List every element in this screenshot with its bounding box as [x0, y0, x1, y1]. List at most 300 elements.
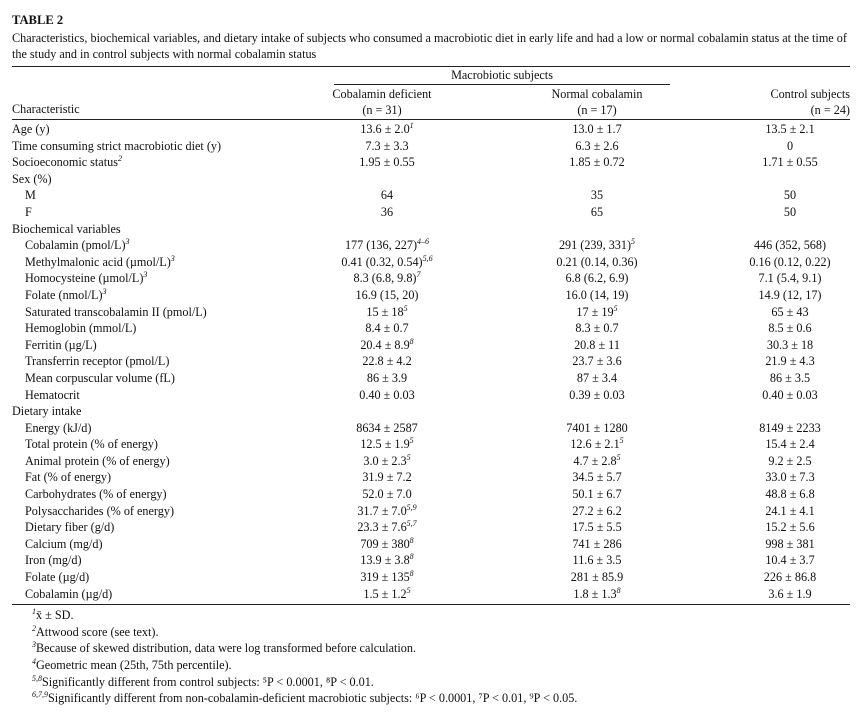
- row-label-text: Cobalamin (pmol/L): [25, 238, 126, 253]
- row-label-text: Methylmalonic acid (µmol/L): [25, 254, 171, 269]
- table-row: [12, 288, 850, 305]
- cell-text: 319 ± 135: [360, 570, 410, 585]
- row-label: [12, 155, 122, 170]
- footnote-number: 1: [32, 607, 36, 617]
- row-label-text: Animal protein (% of energy): [25, 453, 170, 468]
- cell-text: 27.2 ± 6.2: [572, 503, 622, 518]
- cell-text: 281 ± 85.9: [570, 570, 624, 585]
- footnote-mark: 7: [416, 270, 421, 280]
- cell-value-col1: [327, 271, 447, 286]
- cell-value-col2: [527, 205, 667, 220]
- cell-text: 65: [590, 204, 604, 219]
- table-label: TABLE 2: [12, 13, 64, 27]
- footnote-mark: 8: [409, 336, 414, 346]
- cell-text: 0.39 ± 0.03: [569, 387, 625, 402]
- column-header-deficient: Cobalamin deficient: [332, 87, 432, 101]
- cell-text: 50.1 ± 6.7: [572, 487, 622, 502]
- cell-text: 64: [380, 188, 394, 203]
- table-row: [12, 587, 850, 604]
- row-label-text: Folate (µg/d): [25, 570, 90, 585]
- characteristic-header: Characteristic: [12, 102, 80, 116]
- cell-text: 8149 ± 2233: [759, 420, 821, 435]
- cell-text: 291 (239, 331): [558, 238, 632, 253]
- cell-value-col3: [730, 388, 850, 403]
- cell-value-col2: [527, 421, 667, 436]
- cell-text: 13.6 ± 2.0: [360, 122, 410, 136]
- table-header: [12, 67, 850, 119]
- cell-text: 1.95 ± 0.55: [359, 155, 415, 170]
- column-n-control: (n = 24): [810, 103, 850, 117]
- cell-text: 15 ± 18: [366, 304, 404, 319]
- footnote-number: 5,8: [32, 673, 42, 683]
- cell-text: 86 ± 3.5: [769, 370, 811, 385]
- row-label-text: Carbohydrates (% of energy): [25, 487, 167, 502]
- column-header-normal: Normal cobalamin: [551, 87, 643, 101]
- cell-value-col2: [527, 504, 667, 519]
- cell-value-col1: [327, 437, 447, 452]
- cell-text: 7401 ± 1280: [566, 420, 628, 435]
- cell-text: 741 ± 286: [572, 536, 622, 551]
- group-rule: [334, 84, 670, 85]
- table-row: [12, 155, 850, 172]
- table-row: [12, 388, 850, 405]
- table-row: [12, 553, 850, 570]
- cell-value-col3: [730, 553, 850, 568]
- cell-value-col1: [327, 504, 447, 519]
- cell-value-col3: [730, 504, 850, 519]
- column-n-deficient: (n = 31): [362, 103, 402, 117]
- cell-text: 11.6 ± 3.5: [572, 553, 622, 568]
- cell-value-col3: [730, 205, 850, 220]
- cell-text: 0: [786, 138, 794, 153]
- cell-text: 0.16 (0.12, 0.22): [749, 254, 831, 269]
- cell-text: 16.0 (14, 19): [565, 287, 629, 302]
- cell-value-col3: [730, 487, 850, 502]
- footnote-mark: 5: [619, 436, 624, 446]
- cell-text: 15.4 ± 2.4: [765, 437, 815, 452]
- cell-value-col1: [327, 288, 447, 303]
- cell-text: 8634 ± 2587: [356, 420, 418, 435]
- cell-text: 48.8 ± 6.8: [765, 487, 815, 502]
- cell-text: 8.3 ± 0.7: [575, 321, 619, 336]
- cell-value-col3: [730, 139, 850, 154]
- cell-value-col2: [527, 454, 667, 469]
- footnote-mark: 3: [125, 237, 130, 247]
- row-label-text: Saturated transcobalamin II (pmol/L): [25, 304, 207, 319]
- cell-text: 1.85 ± 0.72: [569, 155, 625, 170]
- row-label: [25, 454, 170, 469]
- cell-text: 12.6 ± 2.1: [570, 437, 620, 452]
- footnote-mark: 5: [631, 237, 636, 247]
- footnote-mark: 5: [409, 436, 414, 446]
- footnote-text: Because of skewed distribution, data were log transformed before calculation.: [36, 641, 417, 656]
- footnote-text: Significantly different from control subjects: ⁵P < 0.0001, ⁸P < 0.01.: [42, 674, 374, 689]
- footnote: [32, 607, 850, 624]
- cell-text: 50: [783, 204, 797, 219]
- footnote-text: x̄ ± SD.: [36, 608, 74, 623]
- cell-text: 1.5 ± 1.2: [363, 586, 407, 601]
- table-row: [12, 437, 850, 454]
- footnote-mark: 5: [616, 452, 621, 462]
- footnote-mark: 8: [409, 569, 414, 579]
- row-label-text: Hemoglobin (mmol/L): [25, 321, 137, 336]
- cell-value-col1: [327, 388, 447, 403]
- cell-text: 1.71 ± 0.55: [762, 155, 818, 170]
- footnote-mark: 8: [409, 552, 414, 562]
- cell-text: 998 ± 381: [765, 536, 815, 551]
- cell-value-col3: [730, 321, 850, 336]
- row-label-text: Calcium (mg/d): [25, 536, 103, 551]
- footnote-mark: 1: [409, 121, 414, 130]
- cell-value-col2: [527, 155, 667, 170]
- cell-value-col1: [327, 553, 447, 568]
- row-label: [25, 388, 80, 403]
- cell-value-col3: [730, 354, 850, 369]
- cell-text: 20.8 ± 11: [574, 337, 620, 352]
- cell-value-col1: [327, 570, 447, 585]
- row-label: [25, 238, 130, 253]
- cell-text: 8.5 ± 0.6: [768, 321, 812, 336]
- row-label: [12, 139, 221, 154]
- cell-text: 8.3 (6.8, 9.8): [353, 271, 417, 286]
- footnote: [32, 690, 850, 707]
- cell-value-col3: [730, 520, 850, 535]
- row-label-text: Folate (nmol/L): [25, 287, 103, 302]
- row-label: [25, 321, 136, 336]
- cell-text: 226 ± 86.8: [763, 570, 817, 585]
- cell-value-col2: [527, 537, 667, 552]
- cell-value-col3: [730, 537, 850, 552]
- cell-text: 0.41 (0.32, 0.54): [341, 254, 423, 269]
- row-label: [12, 222, 121, 237]
- cell-text: 52.0 ± 7.0: [362, 487, 412, 502]
- cell-text: 7.3 ± 3.3: [365, 138, 409, 153]
- cell-text: 34.5 ± 5.7: [572, 470, 622, 485]
- cell-text: 12.5 ± 1.9: [360, 437, 410, 452]
- footnote-mark: 5: [613, 303, 618, 313]
- table-row: [12, 470, 850, 487]
- cell-text: 0.40 ± 0.03: [359, 387, 415, 402]
- cell-text: 87 ± 3.4: [576, 370, 618, 385]
- cell-value-col3: [730, 255, 850, 270]
- cell-text: 31.9 ± 7.2: [362, 470, 412, 485]
- cell-text: 15.2 ± 5.6: [765, 520, 815, 535]
- cell-value-col3: [730, 421, 850, 436]
- cell-text: 6.3 ± 2.6: [575, 138, 619, 153]
- table-row: [12, 222, 850, 239]
- footnote-mark: 2: [117, 154, 122, 164]
- column-n-normal: (n = 17): [577, 103, 617, 117]
- cell-value-col2: [527, 122, 667, 137]
- cell-value-col1: [327, 188, 447, 203]
- table-figure: [12, 12, 850, 707]
- cell-value-col1: [327, 354, 447, 369]
- cell-value-col1: [327, 321, 447, 336]
- cell-text: 3.0 ± 2.3: [363, 453, 407, 468]
- cell-text: 20.4 ± 8.9: [360, 337, 410, 352]
- cell-value-col3: [730, 470, 850, 485]
- cell-value-col1: [327, 587, 447, 602]
- footnote-mark: 5,6: [422, 253, 433, 263]
- row-label-text: Dietary fiber (g/d): [25, 520, 115, 535]
- cell-text: 23.3 ± 7.6: [357, 520, 407, 535]
- row-label-text: Homocysteine (µmol/L): [25, 271, 144, 286]
- table-row: [12, 454, 850, 471]
- cell-value-col1: [327, 537, 447, 552]
- row-label: [25, 371, 175, 386]
- cell-value-col2: [527, 487, 667, 502]
- table-row: [12, 321, 850, 338]
- row-label: [25, 470, 111, 485]
- cell-value-col1: [327, 305, 447, 320]
- row-label: [25, 553, 82, 568]
- row-label: [25, 437, 158, 452]
- cell-value-col1: [327, 421, 447, 436]
- row-label-text: Mean corpuscular volume (fL): [25, 370, 175, 385]
- cell-value-col2: [527, 321, 667, 336]
- row-label: [25, 587, 112, 602]
- cell-value-col3: [730, 188, 850, 203]
- row-label-text: Fat (% of energy): [25, 470, 112, 485]
- row-label: [25, 288, 107, 303]
- cell-text: 0.40 ± 0.03: [762, 387, 818, 402]
- footnote-text: Geometric mean (25th, 75th percentile).: [36, 658, 232, 672]
- footnote-mark: 5: [403, 303, 408, 313]
- cell-value-col3: [730, 437, 850, 452]
- row-label-text: M: [25, 188, 36, 203]
- cell-value-col3: [730, 238, 850, 253]
- cell-text: 36: [380, 204, 394, 219]
- table-row: [12, 371, 850, 388]
- row-label: [12, 172, 52, 187]
- footnote-number: 4: [32, 657, 36, 666]
- cell-value-col1: [327, 371, 447, 386]
- row-label-text: Age (y): [12, 122, 50, 136]
- row-label: [12, 122, 50, 137]
- table-row: [12, 172, 850, 189]
- cell-text: 17.5 ± 5.5: [572, 520, 622, 535]
- table-row: [12, 570, 850, 587]
- cell-text: 3.6 ± 1.9: [768, 586, 812, 601]
- cell-text: 35: [590, 188, 604, 203]
- row-label-text: F: [25, 204, 32, 219]
- row-label: [25, 520, 114, 535]
- cell-value-col3: [730, 371, 850, 386]
- footnote: [32, 640, 850, 657]
- cell-value-col3: [730, 587, 850, 602]
- table-row: [12, 354, 850, 371]
- table-body: [12, 122, 850, 603]
- cell-value-col2: [527, 139, 667, 154]
- table-row: [12, 404, 850, 421]
- cell-value-col1: [327, 255, 447, 270]
- row-label-text: Polysaccharides (% of energy): [25, 503, 175, 518]
- footnote-number: 3: [32, 640, 36, 650]
- cell-value-col3: [730, 305, 850, 320]
- cell-text: 24.1 ± 4.1: [765, 503, 815, 518]
- row-label: [25, 305, 207, 320]
- cell-value-col1: [327, 139, 447, 154]
- header-rule: [12, 119, 850, 120]
- table-row: [12, 139, 850, 156]
- cell-text: 13.9 ± 3.8: [360, 553, 410, 568]
- cell-value-col2: [527, 238, 667, 253]
- cell-value-col2: [527, 570, 667, 585]
- table-row: [12, 305, 850, 322]
- cell-value-col2: [527, 271, 667, 286]
- cell-value-col3: [730, 155, 850, 170]
- cell-value-col2: [527, 437, 667, 452]
- row-label: [25, 205, 32, 220]
- table-row: [12, 487, 850, 504]
- column-header-control: Control subjects: [770, 87, 850, 101]
- footnote-mark: 5: [406, 585, 411, 595]
- footnote-number: 2: [32, 623, 36, 633]
- cell-value-col2: [527, 305, 667, 320]
- cell-text: 16.9 (15, 20): [355, 287, 419, 302]
- row-label-text: Socioeconomic status: [12, 155, 118, 170]
- cell-text: 10.4 ± 3.7: [765, 553, 815, 568]
- footnote-mark: 5,7: [406, 519, 417, 529]
- footnotes: [12, 607, 850, 707]
- footnote: [32, 657, 850, 674]
- row-label: [25, 421, 91, 436]
- cell-value-col2: [527, 338, 667, 353]
- footnote-mark: 4–6: [417, 237, 430, 247]
- cell-value-col3: [730, 122, 850, 137]
- cell-text: 13.0 ± 1.7: [572, 122, 622, 136]
- cell-text: 4.7 ± 2.8: [573, 453, 617, 468]
- cell-text: 9.2 ± 2.5: [768, 453, 812, 468]
- cell-text: 1.8 ± 1.3: [573, 586, 617, 601]
- row-label-text: Transferrin receptor (pmol/L): [25, 354, 170, 369]
- footnote-mark: 3: [143, 270, 148, 280]
- footnote: [32, 624, 850, 641]
- row-label-text: Iron (mg/d): [25, 553, 82, 568]
- cell-value-col1: [327, 122, 447, 137]
- table-row: [12, 504, 850, 521]
- cell-value-col2: [527, 188, 667, 203]
- row-label: [25, 338, 97, 353]
- cell-text: 13.5 ± 2.1: [765, 122, 815, 136]
- cell-text: 0.21 (0.14, 0.36): [556, 254, 638, 269]
- table-row: [12, 520, 850, 537]
- cell-text: 14.9 (12, 17): [758, 287, 822, 302]
- row-label-text: Hematocrit: [25, 387, 80, 402]
- cell-text: 50: [783, 188, 797, 203]
- footnote-text: Significantly different from non-cobalamin-deficient macrobiotic subjects: ⁶P < 0.0001, ⁷P < 0.01, ⁹P < 0.05.: [48, 691, 578, 706]
- cell-value-col1: [327, 520, 447, 535]
- cell-value-col1: [327, 470, 447, 485]
- cell-text: 65 ± 43: [771, 304, 809, 319]
- row-label: [25, 255, 175, 270]
- table-row: [12, 205, 850, 222]
- cell-value-col2: [527, 255, 667, 270]
- footnote-mark: 5,9: [406, 502, 417, 512]
- cell-text: 7.1 (5.4, 9.1): [758, 271, 822, 286]
- table-caption: Characteristics, biochemical variables, and dietary intake of subjects who consumed a macrobiotic diet in early life and had a low or normal cobalamin status at the time of the study and in control subjects with normal cobalamin status: [12, 31, 847, 61]
- cell-value-col1: [327, 338, 447, 353]
- row-label-text: Cobalamin (µg/d): [25, 586, 113, 601]
- footnote: [32, 674, 850, 691]
- row-label: [25, 570, 89, 585]
- cell-value-col3: [730, 288, 850, 303]
- cell-text: 86 ± 3.9: [366, 370, 408, 385]
- row-label-text: Ferritin (µg/L): [25, 337, 97, 352]
- cell-value-col2: [527, 520, 667, 535]
- table-row: [12, 238, 850, 255]
- row-label-text: Dietary intake: [12, 404, 82, 419]
- cell-value-col2: [527, 470, 667, 485]
- group-header: Macrobiotic subjects: [451, 68, 553, 82]
- row-label: [25, 354, 169, 369]
- cell-text: 709 ± 380: [360, 536, 410, 551]
- row-label-text: Time consuming strict macrobiotic diet (y): [12, 138, 222, 153]
- footnote-text: Attwood score (see text).: [36, 624, 159, 639]
- row-label: [25, 487, 167, 502]
- footnote-number: 6,7,9: [32, 690, 48, 700]
- row-label: [12, 404, 81, 419]
- table-row: [12, 271, 850, 288]
- row-label: [25, 271, 147, 286]
- cell-text: 33.0 ± 7.3: [765, 470, 815, 485]
- table-row: [12, 421, 850, 438]
- footnote-mark: 3: [102, 286, 107, 296]
- cell-text: 6.8 (6.2, 6.9): [565, 271, 629, 286]
- cell-value-col2: [527, 587, 667, 602]
- row-label-text: Sex (%): [12, 171, 52, 186]
- cell-value-col3: [730, 338, 850, 353]
- table-row: [12, 537, 850, 554]
- cell-value-col1: [327, 454, 447, 469]
- cell-text: 17 ± 19: [576, 304, 614, 319]
- cell-value-col2: [527, 354, 667, 369]
- cell-text: 22.8 ± 4.2: [362, 354, 412, 369]
- row-label: [25, 537, 103, 552]
- cell-value-col1: [327, 487, 447, 502]
- cell-value-col1: [327, 155, 447, 170]
- cell-value-col2: [527, 553, 667, 568]
- table-row: [12, 122, 850, 139]
- row-label-text: Total protein (% of energy): [25, 437, 158, 452]
- table-row: [12, 255, 850, 272]
- cell-value-col2: [527, 388, 667, 403]
- cell-text: 21.9 ± 4.3: [765, 354, 815, 369]
- row-label-text: Biochemical variables: [12, 221, 121, 236]
- cell-value-col3: [730, 454, 850, 469]
- row-label: [25, 188, 36, 203]
- cell-text: 23.7 ± 3.6: [572, 354, 622, 369]
- footnote-mark: 8: [409, 535, 414, 545]
- cell-value-col1: [327, 205, 447, 220]
- cell-value-col2: [527, 371, 667, 386]
- table-row: [12, 338, 850, 355]
- cell-value-col1: [327, 238, 447, 253]
- row-label: [25, 504, 174, 519]
- footnote-mark: 8: [616, 585, 621, 595]
- row-label-text: Energy (kJ/d): [25, 420, 92, 435]
- footnote-mark: 5: [406, 452, 411, 462]
- cell-text: 31.7 ± 7.0: [357, 503, 407, 518]
- table-row: [12, 188, 850, 205]
- cell-text: 446 (352, 568): [753, 238, 827, 253]
- cell-text: 30.3 ± 18: [766, 337, 814, 352]
- cell-text: 177 (136, 227): [344, 238, 418, 253]
- bottom-rule: [12, 604, 850, 605]
- cell-value-col3: [730, 271, 850, 286]
- cell-value-col3: [730, 570, 850, 585]
- cell-value-col2: [527, 288, 667, 303]
